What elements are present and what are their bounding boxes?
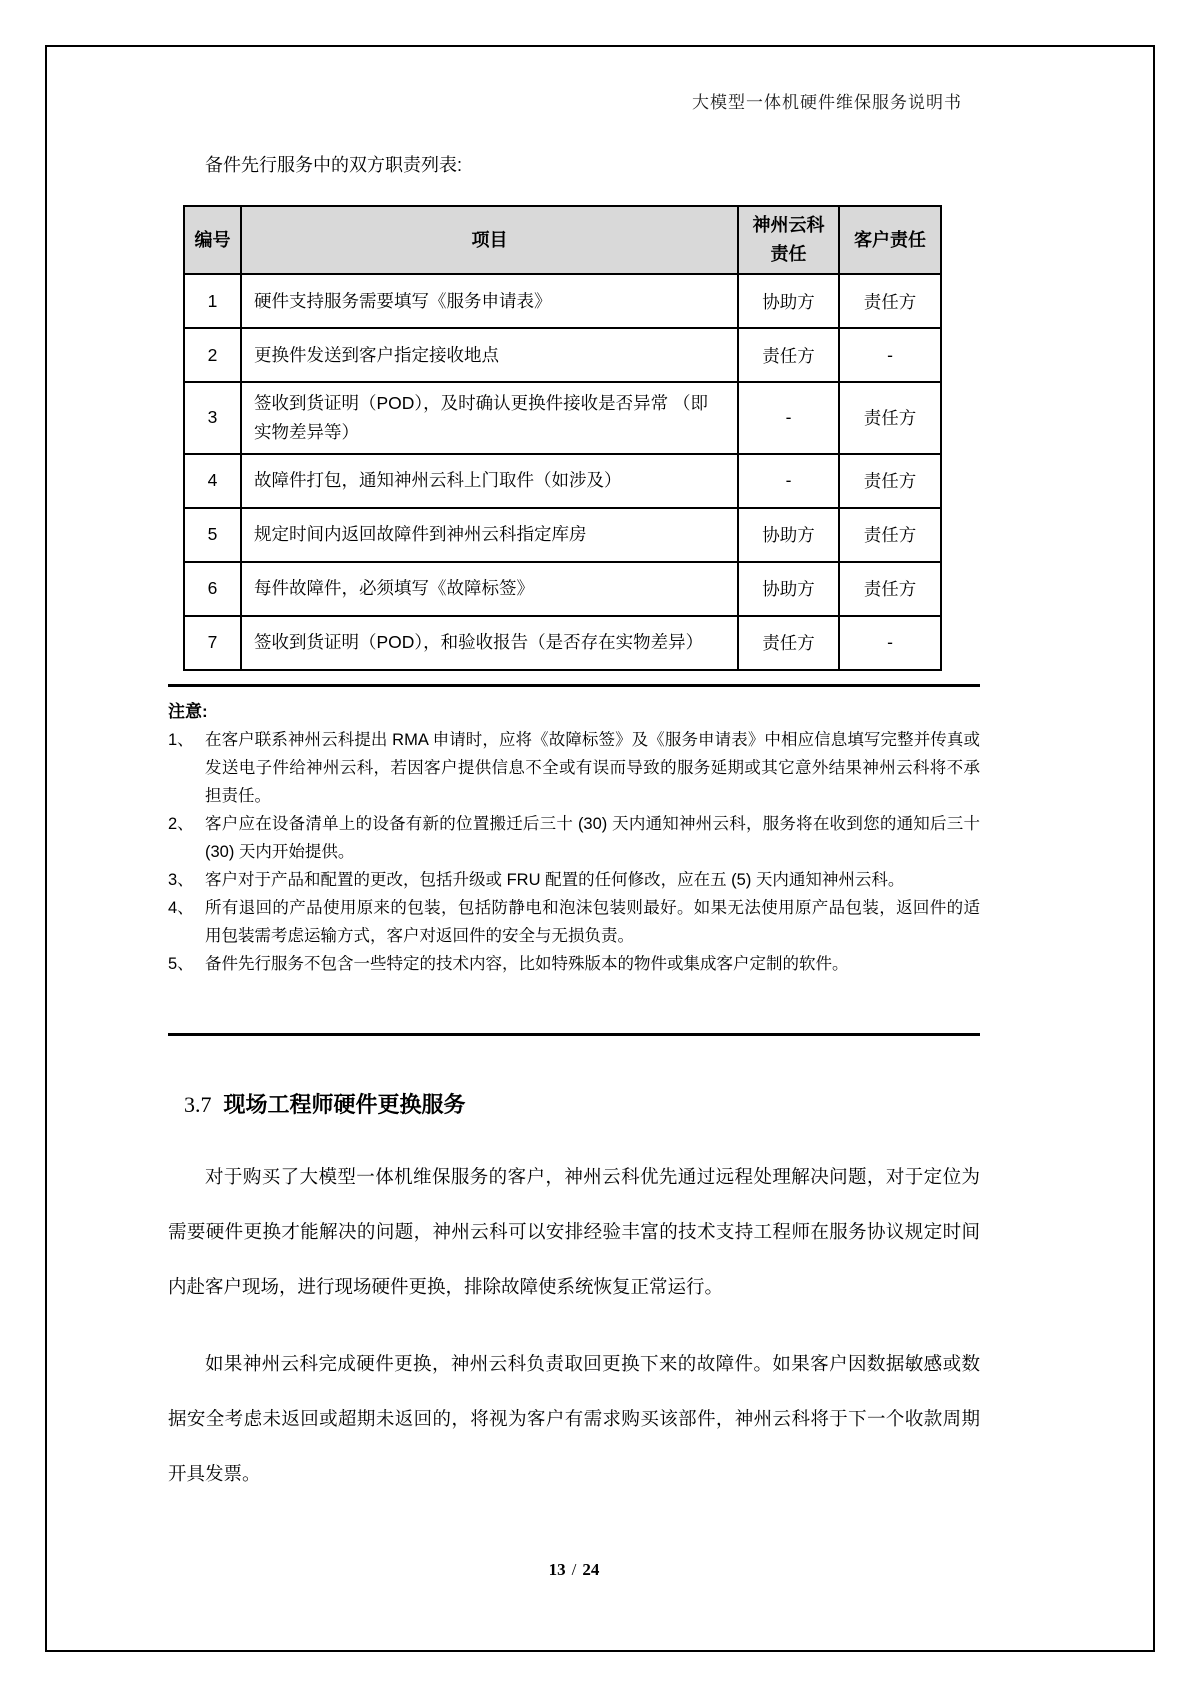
cell-item: 签收到货证明（POD），和验收报告（是否存在实物差异） xyxy=(241,616,738,670)
note-item-marker: 1、 xyxy=(168,730,194,749)
cell-no: 7 xyxy=(184,616,241,670)
column-header-number: 编号 xyxy=(184,206,241,274)
note-item xyxy=(168,810,980,866)
cell-customer: 责任方 xyxy=(839,274,941,328)
divider-after-table xyxy=(168,684,980,687)
note-item xyxy=(168,894,980,950)
body-paragraph-1: 对于购买了大模型一体机维保服务的客户，神州云科优先通过远程处理解决问题，对于定位为需要硬件更换才能解决的问题，神州云科可以安排经验丰富的技术支持工程师在服务协议规定时间内赴客户现场，进行现场硬件更换，排除故障使系统恢复正常运行。 xyxy=(168,1165,980,1297)
note-item-marker: 2、 xyxy=(168,814,194,833)
note-item-marker: 5、 xyxy=(168,954,194,973)
cell-no: 6 xyxy=(184,562,241,616)
table-caption: 备件先行服务中的双方职责列表: xyxy=(205,155,462,175)
column-header-vendor-responsibility: 神州云科责任 xyxy=(738,206,839,274)
cell-no: 4 xyxy=(184,454,241,508)
note-item-text: 在客户联系神州云科提出 RMA 申请时，应将《故障标签》及《服务申请表》中相应信息填写完整并传真或发送电子件给神州云科，若因客户提供信息不全或有误而导致的服务延期或其它意外结果神州云科将不承担责任。 xyxy=(205,730,980,805)
current-page-number: 13 xyxy=(548,1560,566,1579)
column-header-customer-responsibility: 客户责任 xyxy=(839,206,941,274)
note-item-text: 所有退回的产品使用原来的包装，包括防静电和泡沫包装则最好。如果无法使用原产品包装，返回件的适用包装需考虑运输方式，客户对返回件的安全与无损负责。 xyxy=(205,898,980,945)
page-content xyxy=(168,45,980,1501)
cell-vendor: 协助方 xyxy=(738,508,839,562)
table-row xyxy=(184,328,941,382)
table-row xyxy=(184,508,941,562)
page-footer xyxy=(168,1560,980,1580)
cell-customer: 责任方 xyxy=(839,454,941,508)
table-header-row xyxy=(184,206,941,274)
cell-vendor: 协助方 xyxy=(738,562,839,616)
body-paragraph-2: 如果神州云科完成硬件更换，神州云科负责取回更换下来的故障件。如果客户因数据敏感或数据安全考虑未返回或超期未返回的，将视为客户有需求购买该部件，神州云科将于下一个收款周期开具发票。 xyxy=(168,1352,980,1484)
page-separator: / xyxy=(571,1560,577,1579)
section-number: 3.7 xyxy=(184,1091,212,1117)
cell-customer: 责任方 xyxy=(839,508,941,562)
note-item-text: 客户对于产品和配置的更改，包括升级或 FRU 配置的任何修改，应在五 (5) 天内通知神州云科。 xyxy=(205,870,905,889)
section-title: 现场工程师硬件更换服务 xyxy=(223,1091,466,1117)
table-row xyxy=(184,562,941,616)
total-page-count: 24 xyxy=(582,1560,600,1579)
cell-item: 更换件发送到客户指定接收地点 xyxy=(241,328,738,382)
cell-vendor: - xyxy=(738,454,839,508)
cell-no: 2 xyxy=(184,328,241,382)
table-row xyxy=(184,454,941,508)
notes-label: 注意: xyxy=(168,701,208,721)
cell-item: 签收到货证明（POD），及时确认更换件接收是否异常 （即实物差异等） xyxy=(241,382,738,454)
notes-list xyxy=(168,726,980,978)
note-item-marker: 3、 xyxy=(168,870,194,889)
cell-no: 3 xyxy=(184,382,241,454)
section-heading xyxy=(184,1088,980,1119)
cell-vendor: 责任方 xyxy=(738,616,839,670)
table-row xyxy=(184,274,941,328)
note-item-text: 客户应在设备清单上的设备有新的位置搬迁后三十 (30) 天内通知神州云科，服务将在收到您的通知后三十 (30) 天内开始提供。 xyxy=(205,814,980,861)
note-item xyxy=(168,726,980,810)
note-item xyxy=(168,866,980,894)
table-row xyxy=(184,382,941,454)
cell-vendor: - xyxy=(738,382,839,454)
cell-no: 1 xyxy=(184,274,241,328)
cell-item: 每件故障件，必须填写《故障标签》 xyxy=(241,562,738,616)
cell-customer: - xyxy=(839,616,941,670)
note-item-marker: 4、 xyxy=(168,898,194,917)
responsibility-table-body xyxy=(184,274,941,670)
divider-before-section xyxy=(168,1033,980,1036)
note-item xyxy=(168,950,980,978)
cell-item: 故障件打包，通知神州云科上门取件（如涉及） xyxy=(241,454,738,508)
cell-vendor: 协助方 xyxy=(738,274,839,328)
table-row xyxy=(184,616,941,670)
note-item-text: 备件先行服务不包含一些特定的技术内容，比如特殊版本的物件或集成客户定制的软件。 xyxy=(205,954,849,973)
cell-customer: - xyxy=(839,328,941,382)
cell-item: 硬件支持服务需要填写《服务申请表》 xyxy=(241,274,738,328)
responsibility-table xyxy=(183,205,942,671)
cell-item: 规定时间内返回故障件到神州云科指定库房 xyxy=(241,508,738,562)
cell-customer: 责任方 xyxy=(839,562,941,616)
document-header-title: 大模型一体机硬件维保服务说明书 xyxy=(692,93,962,112)
column-header-item: 项目 xyxy=(241,206,738,274)
cell-no: 5 xyxy=(184,508,241,562)
cell-customer: 责任方 xyxy=(839,382,941,454)
cell-vendor: 责任方 xyxy=(738,328,839,382)
